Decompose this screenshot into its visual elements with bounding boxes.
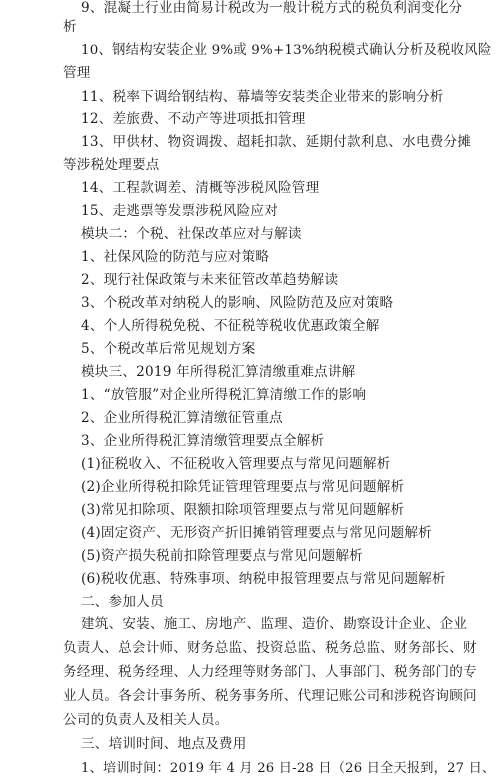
text-line: 务经理、税务经理、人力经理等财务部门、人事部门、税务部门的专 xyxy=(63,664,477,680)
section-heading: 模块二：个税、社保改革应对与解读 xyxy=(81,226,302,242)
text-line: 5、个税改革后常见规划方案 xyxy=(81,341,256,357)
text-line: 9、混凝土行业由简易计税改为一般计税方式的税负利润变化分 xyxy=(81,0,463,16)
text-line: 11、税率下调给钢结构、幕墙等安装类企业带来的影响分析 xyxy=(81,89,444,105)
text-line: (4)固定资产、无形资产折旧摊销管理要点与常见问题解析 xyxy=(81,525,432,541)
text-line: (6)税收优惠、特殊事项、纳税申报管理要点与常见问题解析 xyxy=(81,571,446,587)
text-line: 1、“放管服”对企业所得税汇算清缴工作的影响 xyxy=(81,387,367,403)
text-line: 3、企业所得税汇算清缴管理要点全解析 xyxy=(81,433,325,449)
text-line: 等涉税处理要点 xyxy=(63,157,160,173)
text-line: 1、社保风险的防范与应对策略 xyxy=(81,249,270,265)
text-line: 4、个人所得税免税、不征税等税收优惠政策全解 xyxy=(81,318,380,334)
text-line: 管理 xyxy=(63,65,91,81)
text-line: (3)常见扣除项、限额扣除项管理要点与常见问题解析 xyxy=(81,502,405,518)
text-line: 3、个税改革对纳税人的影响、风险防范及应对策略 xyxy=(81,295,394,311)
text-line: 业人员。各会计事务所、税务事务所、代理记账公司和涉税咨询顾问 xyxy=(63,688,477,704)
text-line: 10、钢结构安装企业 9%或 9%+13%纳税模式确认分析及税收风险 xyxy=(81,43,492,58)
text-line: 2、企业所得税汇算清缴征管重点 xyxy=(81,410,283,426)
section-heading: 二、参加人员 xyxy=(81,594,164,610)
text-line: (1)征税收入、不征税收入管理要点与常见问题解析 xyxy=(81,456,391,472)
text-line: 建筑、安装、施工、房地产、监理、造价、勘察设计企业、企业 xyxy=(81,616,468,632)
section-heading: 三、培训时间、地点及费用 xyxy=(81,736,247,752)
text-line: 公司的负责人及相关人员。 xyxy=(63,712,229,728)
text-line: (5)资产损失税前扣除管理要点与常见问题解析 xyxy=(81,548,363,564)
text-line: 1、培训时间：2019 年 4 月 26 日-28 日（26 日全天报到，27 日、 xyxy=(81,761,496,776)
text-line: (2)企业所得税扣除凭证管理管理要点与常见问题解析 xyxy=(81,479,405,495)
text-line: 析 xyxy=(63,19,77,35)
text-line: 15、走逃票等发票涉税风险应对 xyxy=(81,203,279,219)
text-line: 2、现行社保政策与未来征管改革趋势解读 xyxy=(81,272,339,288)
section-heading: 模块三、2019 年所得税汇算清缴重难点讲解 xyxy=(81,364,356,380)
text-line: 12、差旅费、不动产等进项抵扣管理 xyxy=(81,111,306,127)
text-line: 14、工程款调差、清概等涉税风险管理 xyxy=(81,180,320,196)
text-line: 13、甲供材、物资调拨、超耗扣款、延期付款利息、水电费分摊 xyxy=(81,134,472,150)
text-line: 负责人、总会计师、财务总监、投资总监、税务总监、财务部长、财 xyxy=(63,640,477,656)
